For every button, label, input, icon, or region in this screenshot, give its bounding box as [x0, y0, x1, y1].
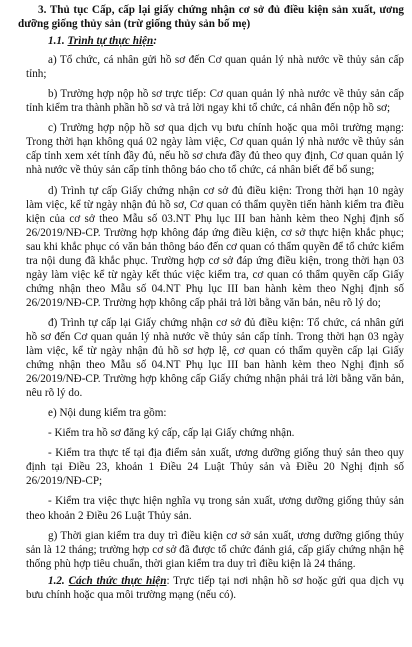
subsection-text: : Trực tiếp tại nơi nhận hồ sơ hoặc gửi qua dịch vụ bưu chính hoặc qua môi trường mạng (nếu có).: [26, 574, 404, 601]
paragraph-c: c) Trường hợp nộp hồ sơ qua dịch vụ bưu chính hoặc qua môi trường mạng: Trong thời hạn không quá 02 ngày làm việc, Cơ quan quản lý nhà nước về thủy sản cấp tỉnh xem xét tính đầy đủ, nếu hồ sơ chưa đầy đủ theo quy định, Cơ quan quản lý nhà nước về thủy sản cấp tỉnh thông báo cho tổ chức, cá nhân biết để bổ sung;: [26, 122, 404, 177]
paragraph-g: g) Thời gian kiểm tra duy trì điều kiện cơ sở sản xuất, ương dưỡng giống thủy sản là 12 tháng; trường hợp cơ sở đã được tổ chức đánh giá, cấp giấy chứng nhận hệ thống phù hợp tiêu chuẩn, thời gian kiểm tra duy trì điều kiện là 24 tháng.: [26, 529, 404, 570]
list-item: - Kiểm tra việc thực hiện nghĩa vụ trong sản xuất, ương dưỡng giống thủy sản theo khoản 2 Điều 26 Luật Thủy sản.: [26, 495, 404, 522]
section-title: 3. Thủ tục Cấp, cấp lại giấy chứng nhận cơ sở đủ điều kiện sản xuất, ương dưỡng giống thủy sản (trừ giống thủy sản bố mẹ): [18, 4, 404, 31]
paragraph-d: d) Trình tự cấp Giấy chứng nhận cơ sở đủ điều kiện: Trong thời hạn 10 ngày làm việc, kể từ ngày nhận đủ hồ sơ, Cơ quan có thẩm quyền tiến hành kiểm tra điều kiện của cơ sở theo Mẫu số 03.NT Phụ lục III ban hành kèm theo Nghị định số 26/2019/NĐ-CP. Trường hợp không đáp ứng điều kiện, cơ sở thực hiện khắc phục; sau khi khắc phục có văn bản thông báo đến cơ quan có thẩm quyền để tổ chức kiểm tra nội dung đã khắc phục. Trường hợp cơ sở đáp ứng điều kiện, trong thời hạn 03 ngày làm việc kể từ ngày kết thúc việc kiểm tra, cơ quan có thẩm quyền cấp Giấy chứng nhận theo Mẫu số 04.NT Phụ lục III ban hành kèm theo Nghị định số 26/2019/NĐ-CP. Trường hợp không cấp phải trả lời bằng văn bản, nêu rõ lý do;: [26, 184, 404, 309]
subsection-number: 1.1.: [48, 35, 65, 48]
subsection-colon: :: [153, 35, 157, 48]
subsection-heading-cach-thuc: [26, 574, 404, 602]
paragraph-a: a) Tổ chức, cá nhân gửi hồ sơ đến Cơ quan quản lý nhà nước về thủy sản cấp tỉnh;: [26, 54, 404, 81]
paragraph-b: b) Trường hợp nộp hồ sơ trực tiếp: Cơ quan quản lý nhà nước về thủy sản cấp tỉnh kiểm tra thành phần hồ sơ và trả lời ngay khi tổ chức, cá nhân đến nộp hồ sơ;: [26, 88, 404, 115]
list-item: - Kiểm tra thực tế tại địa điểm sản xuất, ương dưỡng giống thuỷ sản theo quy định tại Điều 23, khoản 1 Điều 24 Luật Thủy sản và Điều 20 Nghị định số 26/2019/NĐ-CP;: [26, 447, 404, 488]
subsection-heading-trinh-tu: [26, 34, 404, 48]
subsection-label: Cách thức thực hiện: [68, 574, 167, 587]
paragraph-e: e) Nội dung kiểm tra gồm:: [48, 407, 167, 420]
subsection-number: 1.2.: [48, 574, 65, 587]
subsection-label: Trình tự thực hiện: [67, 35, 154, 48]
paragraph-dd: đ) Trình tự cấp lại Giấy chứng nhận cơ sở đủ điều kiện: Tổ chức, cá nhân gửi hồ sơ đến Cơ quan quản lý nhà nước về thủy sản cấp tỉnh. Trong thời hạn 03 ngày làm việc, kể từ ngày nhận đủ hồ sơ hợp lệ, cơ quan có thẩm quyền cấp lại Giấy chứng nhận theo Mẫu số 04.NT Phụ lục III ban hành kèm theo Nghị định số 26/2019/NĐ-CP. Trường hợp không cấp Giấy chứng nhận phải trả lời bằng văn bản, nêu rõ lý do.: [26, 316, 404, 400]
list-item: - Kiểm tra hồ sơ đăng ký cấp, cấp lại Giấy chứng nhận.: [48, 427, 295, 440]
